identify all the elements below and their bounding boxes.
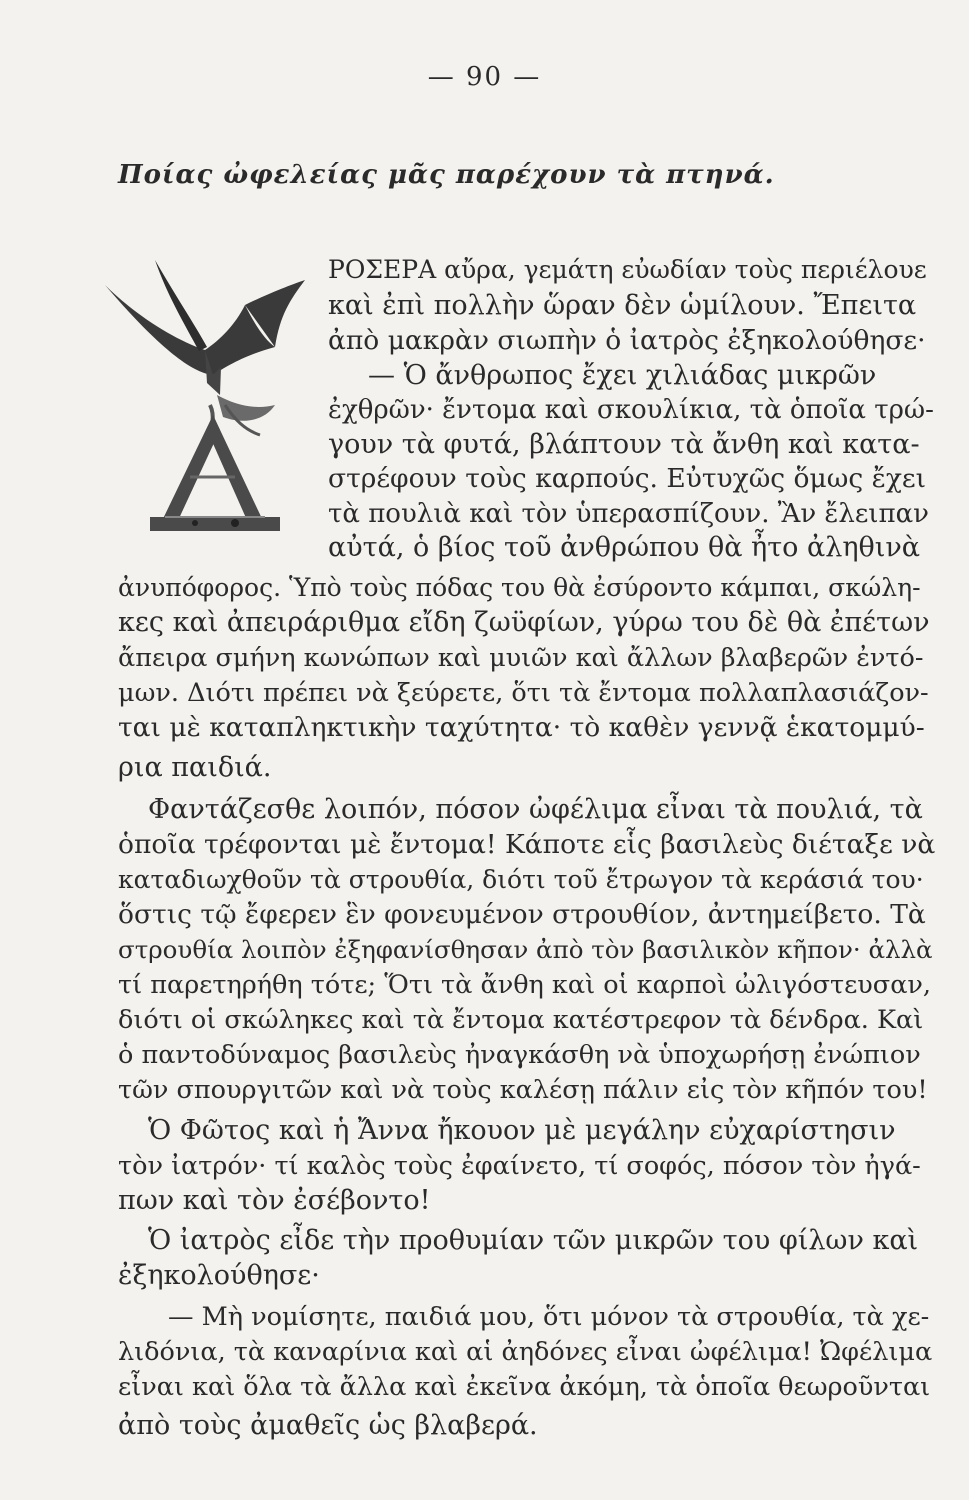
text-line: ἐχθρῶν· ἔντομα καὶ σκουλίκια, τὰ ὁποῖα τρώ- — [328, 395, 934, 425]
text-line: — Μὴ νομίσητε, παιδιά μου, ὅτι μόνον τὰ στρουθία, τὰ χε- — [168, 1302, 930, 1332]
text-line: ἀπὸ μακρὰν σιωπὴν ὁ ἰατρὸς ἐξηκολούθησε· — [328, 325, 926, 356]
text-line: ἐξηκολούθησε· — [118, 1260, 320, 1291]
text-line: καὶ ἐπὶ πολλὴν ὥραν δὲν ὡμίλουν. Ἔπειτα — [328, 290, 917, 321]
text-line: μων. Διότι πρέπει νὰ ξεύρετε, ὅτι τὰ ἔντομα πολλαπλασιάζον- — [118, 678, 929, 708]
text-line: διότι οἱ σκώληκες καὶ τὰ ἔντομα κατέστρεφον τὰ δένδρα. Καὶ — [118, 1005, 924, 1035]
text-line: καταδιωχθοῦν τὰ στρουθία, διότι τοῦ ἔτρωγον τὰ κεράσιά του· — [118, 865, 924, 894]
text-line: Ὁ Φῶτος καὶ ἡ Ἄννα ἤκουον μὲ μεγάλην εὐχαρίστησιν — [148, 1115, 896, 1146]
text-line: τῶν σπουργιτῶν καὶ νὰ τοὺς καλέσῃ πάλιν εἰς τὸν κῆπόν του! — [118, 1075, 928, 1105]
text-line: τί παρετηρήθη τότε; Ὅτι τὰ ἄνθη καὶ οἱ καρποὶ ὠλιγόστευσαν, — [118, 970, 932, 1000]
text-line: κες καὶ ἀπειράριθμα εἴδη ζωϋφίων, γύρω του δὲ θὰ ἐπέτων — [118, 607, 930, 638]
text-line: ἄπειρα σμήνη κωνώπων καὶ μυιῶν καὶ ἄλλων βλαβερῶν ἐντό- — [118, 643, 924, 673]
text-line: ΡΟΣΕΡΑ αὔρα, γεμάτη εὐωδίαν τοὺς περιέλουε — [328, 255, 927, 284]
text-line: Ὁ ἰατρὸς εἶδε τὴν προθυμίαν τῶν μικρῶν του φίλων καὶ — [148, 1225, 919, 1256]
text-line: ὅστις τῷ ἔφερεν ἓν φονευμένον στρουθίον, ἀντημείβετο. Τὰ — [118, 899, 926, 930]
text-line: ὁποῖα τρέφονται μὲ ἔντομα! Κάποτε εἷς βασιλεὺς διέταξε νὰ — [118, 829, 936, 860]
text-line: ρια παιδιά. — [118, 752, 272, 783]
text-line: ἀπὸ τοὺς ἀμαθεῖς ὡς βλαβερά. — [118, 1410, 538, 1441]
swallow-triangle-ornament-icon — [95, 255, 310, 545]
text-line: στρέφουν τοὺς καρπούς. Εὐτυχῶς ὅμως ἔχει — [328, 463, 927, 494]
text-line: πων καὶ τὸν ἐσέβοντο! — [118, 1185, 431, 1216]
text-line: στρουθία λοιπὸν ἐξηφανίσθησαν ἀπὸ τὸν βασιλικὸν κῆπον· ἀλλὰ — [118, 935, 933, 964]
text-line: — Ὁ ἄνθρωπος ἔχει χιλιάδας μικρῶν — [368, 360, 877, 391]
text-line: ὁ παντοδύναμος βασιλεὺς ἠναγκάσθη νὰ ὑποχωρήσῃ ἐνώπιον — [118, 1040, 921, 1070]
page-number: — 90 — — [427, 62, 542, 92]
text-line: Φαντάζεσθε λοιπόν, πόσον ὠφέλιμα εἶναι τὰ πουλιά, τὰ — [148, 794, 923, 825]
text-line: ται μὲ καταπληκτικὴν ταχύτητα· τὸ καθὲν γεννᾷ ἑκατομμύ- — [118, 712, 925, 743]
text-line: τὰ πουλιὰ καὶ τὸν ὑπερασπίζουν. Ἂν ἔλειπαν — [328, 499, 929, 529]
text-line: τὸν ἰατρόν· τί καλὸς τοὺς ἐφαίνετο, τί σοφός, πόσον τὸν ἠγά- — [118, 1151, 921, 1181]
section-title: Ποίας ὠφελείας μᾶς παρέχουν τὰ πτηνά. — [118, 160, 775, 190]
text-line: εἶναι καὶ ὅλα τὰ ἄλλα καὶ ἐκεῖνα ἀκόμη, τὰ ὁποῖα θεωροῦνται — [118, 1372, 931, 1402]
text-line: γουν τὰ φυτά, βλάπτουν τὰ ἄνθη καὶ κατα- — [328, 429, 920, 460]
text-line: ἀνυπόφορος. Ὑπὸ τοὺς πόδας του θὰ ἐσύροντο κάμπαι, σκώλη- — [118, 573, 921, 602]
text-line: λιδόνια, τὰ καναρίνια καὶ αἱ ἀηδόνες εἶναι ὠφέλιμα! Ὠφέλιμα — [118, 1337, 933, 1367]
text-line: αὐτά, ὁ βίος τοῦ ἀνθρώπου θὰ ἦτο ἀληθινὰ — [328, 532, 920, 563]
